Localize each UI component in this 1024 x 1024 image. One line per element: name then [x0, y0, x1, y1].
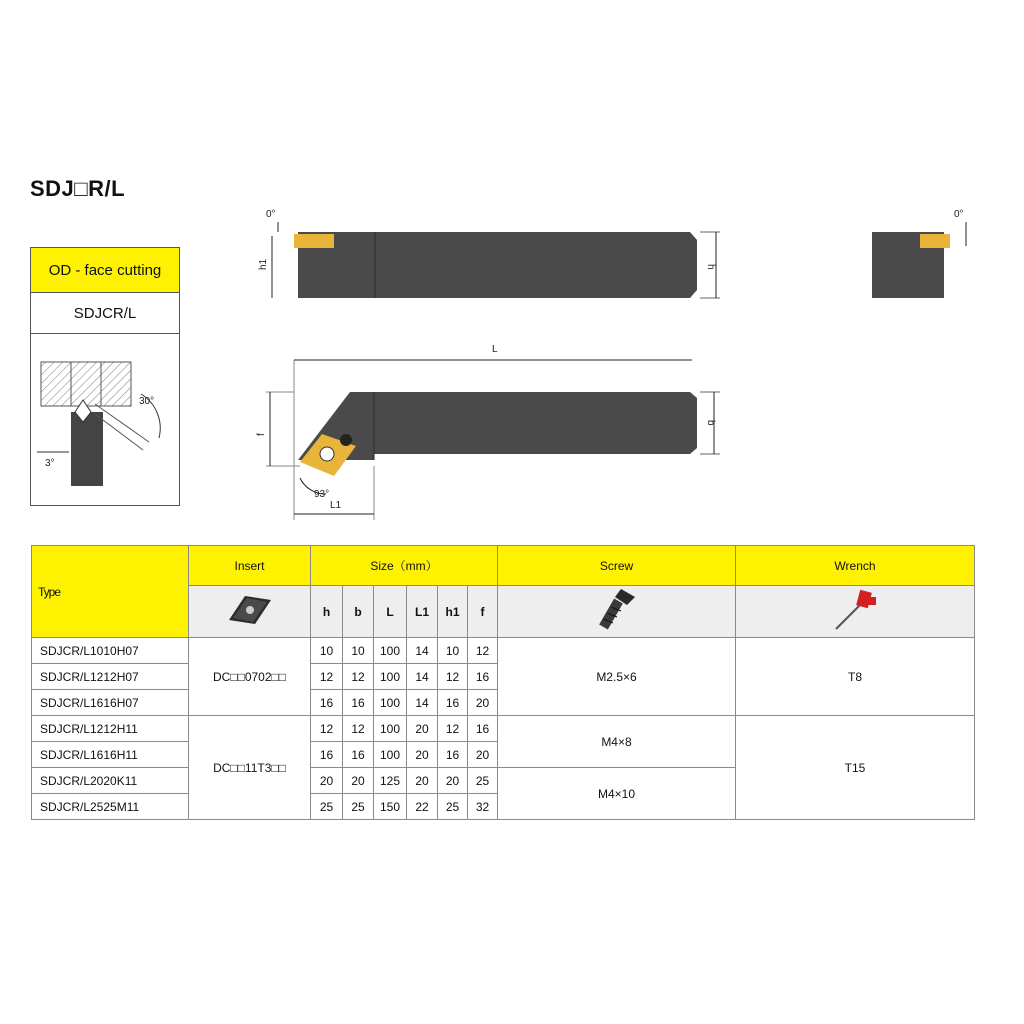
angle-30-label: 30° — [139, 396, 155, 407]
cell-f: 16 — [468, 716, 498, 742]
cell-h1: 16 — [438, 742, 468, 768]
torx-wrench-icon — [830, 587, 880, 633]
cell-f: 12 — [468, 638, 498, 664]
cell-h: 25 — [311, 794, 343, 820]
cell-h: 16 — [311, 690, 343, 716]
type-cell: SDJCR/L2525M11 — [32, 794, 189, 820]
cell-h1: 20 — [438, 768, 468, 794]
dim-L1: L1 — [330, 500, 342, 511]
wrench-header: Wrench — [736, 546, 975, 586]
type-cell: SDJCR/L1616H07 — [32, 690, 189, 716]
side-angle-left: 0° — [266, 209, 276, 220]
wrench-cell: T8 — [736, 638, 975, 716]
screw-cell: M4×8 — [498, 716, 736, 768]
cell-L: 100 — [374, 664, 407, 690]
cell-h1: 16 — [438, 690, 468, 716]
od-label: OD - face cutting — [31, 248, 179, 293]
cell-L: 100 — [374, 716, 407, 742]
cell-f: 16 — [468, 664, 498, 690]
size-header: Size（mm） — [311, 546, 498, 586]
cell-b: 16 — [343, 690, 374, 716]
cell-L: 100 — [374, 638, 407, 664]
cell-L1: 14 — [407, 690, 438, 716]
insert-end-view — [920, 234, 950, 248]
cell-h: 12 — [311, 664, 343, 690]
dim-L: L — [492, 344, 498, 355]
col-L: L — [374, 586, 407, 638]
spec-table — [31, 545, 975, 820]
screw-cell: M4×10 — [498, 768, 736, 820]
cell-f: 20 — [468, 742, 498, 768]
type-cell: SDJCR/L1212H07 — [32, 664, 189, 690]
od-model-label: SDJCR/L — [31, 293, 179, 334]
screw-cell: M2.5×6 — [498, 638, 736, 716]
cell-h1: 12 — [438, 664, 468, 690]
insert-icon — [225, 592, 275, 628]
angle-3-label: 3° — [45, 458, 55, 469]
wrench-cell: T15 — [736, 716, 975, 820]
col-f: f — [468, 586, 498, 638]
dim-b: b — [705, 420, 716, 426]
cell-f: 20 — [468, 690, 498, 716]
dim-f: f — [256, 433, 267, 436]
cell-L: 150 — [374, 794, 407, 820]
cell-L1: 20 — [407, 768, 438, 794]
insert-cell: DC□□0702□□ — [189, 638, 311, 716]
holder-side-view — [298, 232, 690, 298]
cell-L1: 20 — [407, 742, 438, 768]
insert-icon-cell — [189, 586, 311, 638]
type-header: Type — [32, 546, 189, 638]
insert-cell: DC□□11T3□□ — [189, 716, 311, 820]
cell-L: 125 — [374, 768, 407, 794]
cell-h: 10 — [311, 638, 343, 664]
cell-L1: 22 — [407, 794, 438, 820]
cell-h: 16 — [311, 742, 343, 768]
dim-h1: h1 — [258, 258, 269, 270]
cell-h: 12 — [311, 716, 343, 742]
cell-b: 12 — [343, 664, 374, 690]
cell-h1: 12 — [438, 716, 468, 742]
cell-b: 10 — [343, 638, 374, 664]
cell-h1: 25 — [438, 794, 468, 820]
cell-f: 25 — [468, 768, 498, 794]
type-cell: SDJCR/L2020K11 — [32, 768, 189, 794]
side-angle-right: 0° — [954, 209, 964, 220]
cell-L: 100 — [374, 690, 407, 716]
type-cell: SDJCR/L1010H07 — [32, 638, 189, 664]
col-L1: L1 — [407, 586, 438, 638]
angle-93: 93° — [314, 489, 330, 500]
wrench-icon-cell — [736, 586, 975, 638]
cell-L1: 20 — [407, 716, 438, 742]
cell-b: 16 — [343, 742, 374, 768]
cell-L1: 14 — [407, 664, 438, 690]
cell-h1: 10 — [438, 638, 468, 664]
col-h: h — [311, 586, 343, 638]
screw-header: Screw — [498, 546, 736, 586]
cell-b: 20 — [343, 768, 374, 794]
col-b: b — [343, 586, 374, 638]
cell-f: 32 — [468, 794, 498, 820]
cell-h: 20 — [311, 768, 343, 794]
screw-icon — [597, 587, 637, 633]
type-cell: SDJCR/L1212H11 — [32, 716, 189, 742]
product-title: SDJ□R/L — [30, 176, 126, 201]
holder-top-view — [298, 392, 690, 460]
col-h1: h1 — [438, 586, 468, 638]
insert-side-view — [294, 234, 334, 248]
type-cell: SDJCR/L1616H11 — [32, 742, 189, 768]
screw-icon-cell — [498, 586, 736, 638]
cell-L: 100 — [374, 742, 407, 768]
dim-h: h — [705, 264, 716, 270]
insert-header: Insert — [189, 546, 311, 586]
cell-L1: 14 — [407, 638, 438, 664]
cell-b: 12 — [343, 716, 374, 742]
cell-b: 25 — [343, 794, 374, 820]
